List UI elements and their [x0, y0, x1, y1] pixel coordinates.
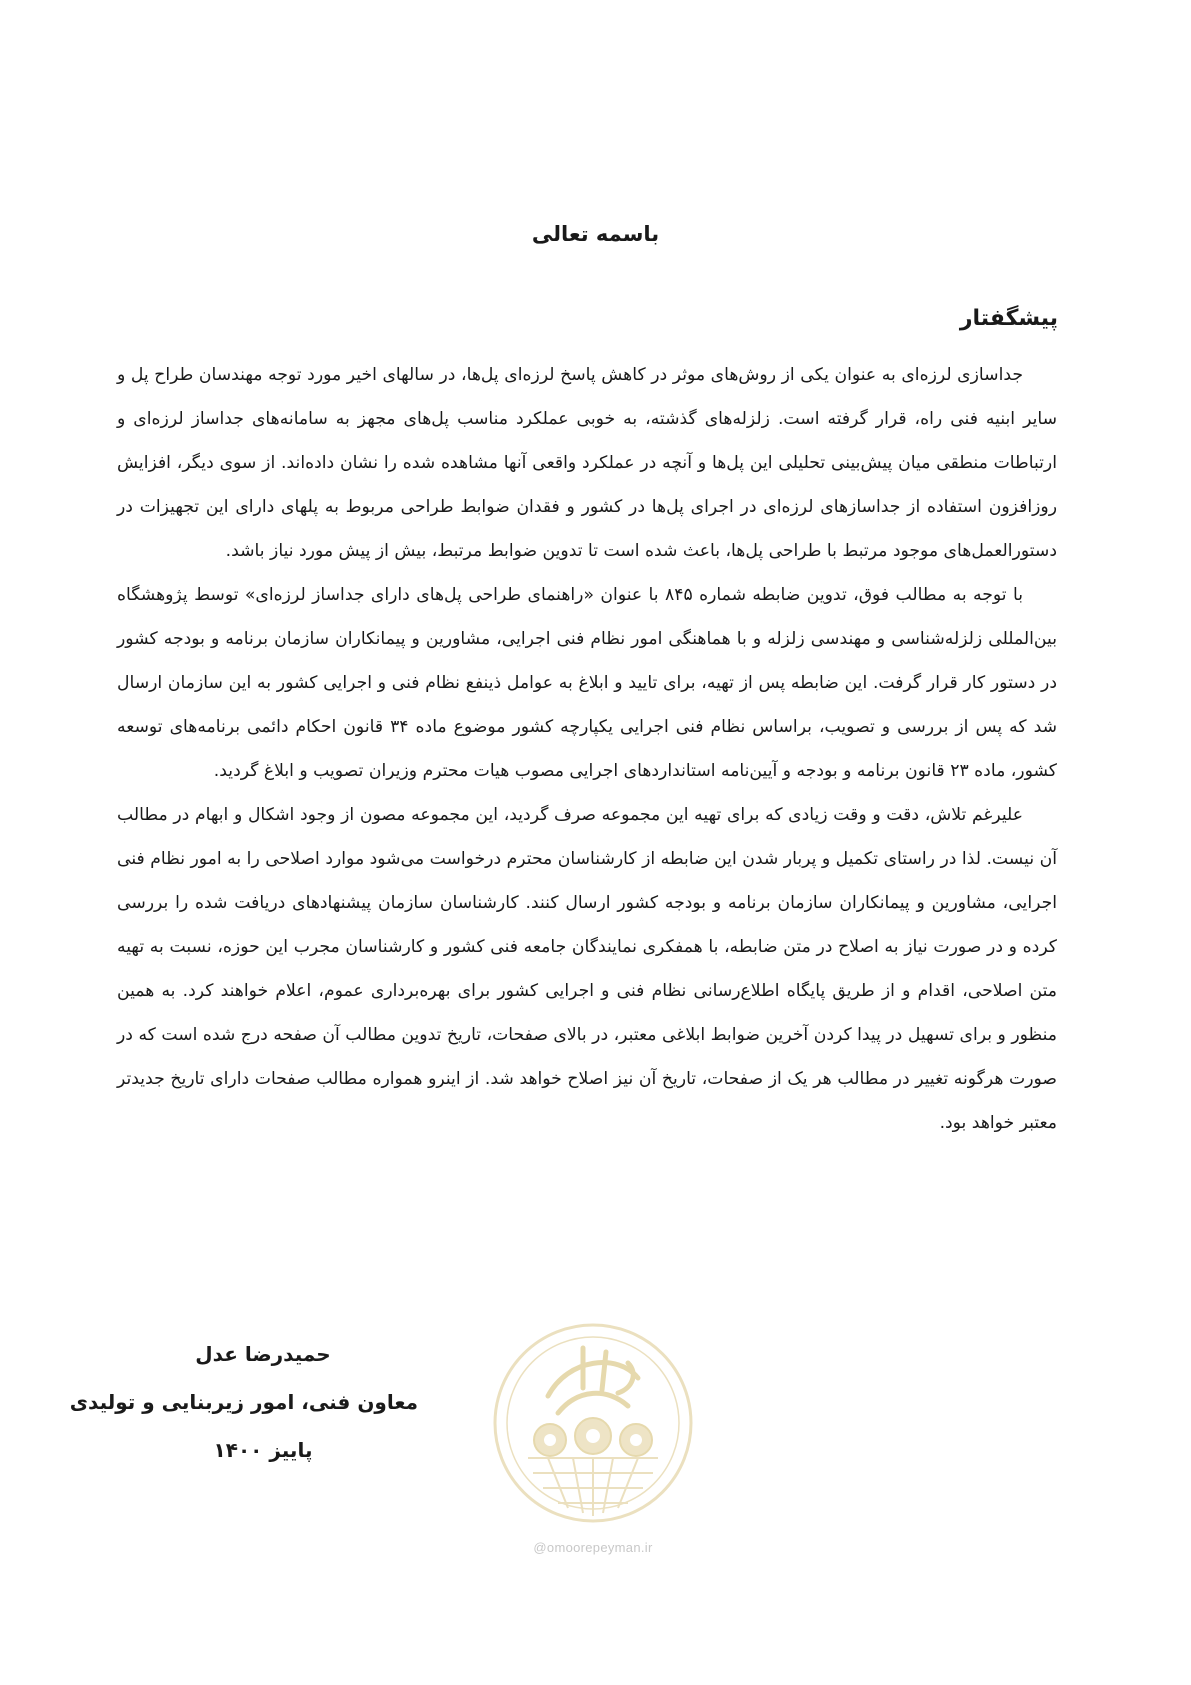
watermark-label: @omoorepeyman.ir: [533, 1540, 653, 1555]
foreword-body: [117, 353, 1057, 1145]
watermark-logo: [488, 1318, 698, 1564]
paragraph-1: جداسازی لرزه‌ای به عنوان یکی از روش‌های موثر در کاهش پاسخ لرزه‌ای پل‌ها، در سالهای اخیر مورد توجه مهندسان طراح پل و سایر ابنیه فنی راه، قرار گرفته است. زلزله‌های گذشته، به خوبی عملکرد مناسب پل‌های مجهز به سامانه‌های جداساز لرزه‌ای و ارتباطات منطقی میان پیش‌بینی تحلیلی این پل‌ها و آنچه در عملکرد واقعی آنها مشاهده شده را نشان داده‌اند. از سوی دیگر، افزایش روزافزون استفاده از جداسازهای لرزه‌ای در اجرای پل‌ها در کشور و فقدان ضوابط طراحی مربوط به پلهای دارای این تجهیزات در دستورالعمل‌های موجود مرتبط با طراحی پل‌ها، باعث شده است تا تدوین ضوابط مرتبط، بیش از پیش مورد نیاز باشد.: [117, 365, 1057, 561]
signatory-name: حمیدرضا عدل: [195, 1342, 331, 1366]
invocation-title: باسمه تعالی: [531, 222, 660, 246]
watermark-seal-icon: [488, 1318, 698, 1528]
paragraph-2: با توجه به مطالب فوق، تدوین ضابطه شماره ۸۴۵ با عنوان «راهنمای طراحی پل‌های دارای جداساز لرزه‌ای» توسط پژوهشگاه بین‌المللی زلزله‌شناسی و مهندسی زلزله و با هماهنگی امور نظام فنی اجرایی، مشاورین و پیمانکاران سازمان برنامه و بودجه کشور در دستور کار قرار گرفت. این ضابطه پس از تهیه، برای تایید و ابلاغ به عوامل ذینفع نظام فنی و اجرایی کشور به این سازمان ارسال شد که پس از بررسی و تصویب، براساس نظام فنی اجرایی یکپارچه کشور موضوع ماده ۳۴ قانون احکام دائمی برنامه‌های توسعه کشور، ماده ۲۳ قانون برنامه و بودجه و آیین‌نامه استانداردهای اجرایی مصوب هیات محترم وزیران تصویب و ابلاغ گردید.: [117, 585, 1057, 781]
signatory-title: معاون فنی، امور زیربنایی و تولیدی: [69, 1390, 418, 1414]
section-heading: پیشگفتار: [959, 306, 1058, 331]
signature-date: پاییز ۱۴۰۰: [213, 1438, 313, 1462]
signature-block: [69, 1330, 418, 1474]
paragraph-3: علیرغم تلاش، دقت و وقت زیادی که برای تهیه این مجموعه صرف گردید، این مجموعه مصون از وجود اشکال و ابهام در مطالب آن نیست. لذا در راستای تکمیل و پربار شدن این ضابطه از کارشناسان محترم درخواست می‌شود موارد اصلاحی را به امور نظام فنی اجرایی، مشاورین و پیمانکاران سازمان برنامه و بودجه کشور ارسال کنند. کارشناسان سازمان پیشنهادهای دریافت شده را بررسی کرده و در صورت نیاز به اصلاح در متن ضابطه، با همفکری نمایندگان جامعه فنی کشور و کارشناسان مجرب این حوزه، نسبت به تهیه متن اصلاحی، اقدام و از طریق پایگاه اطلاع‌رسانی نظام فنی و اجرایی کشور برای بهره‌برداری عموم، اعلام خواهند کرد. به همین منظور و برای تسهیل در پیدا کردن آخرین ضوابط ابلاغی معتبر، در بالای صفحات، تاریخ تدوین مطالب آن صفحه درج شده است که در صورت هرگونه تغییر در مطالب هر یک از صفحات، تاریخ آن نیز اصلاح خواهد شد. از اینرو همواره مطالب صفحات دارای تاریخ جدیدتر معتبر خواهد بود.: [117, 805, 1057, 1133]
